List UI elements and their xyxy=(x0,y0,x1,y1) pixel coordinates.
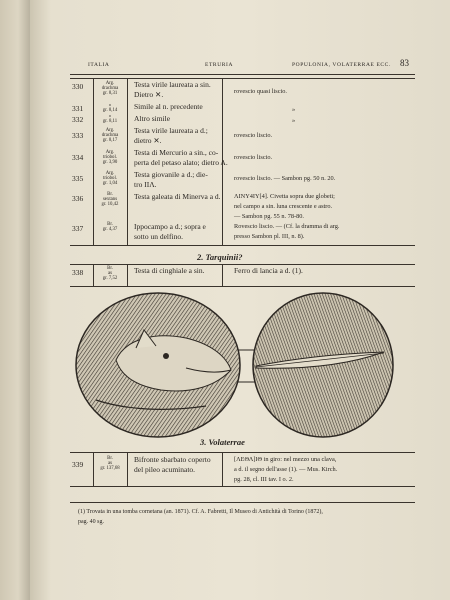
column-rule-3 xyxy=(222,264,223,286)
obverse-description: Simile al n. precedente xyxy=(134,102,203,111)
row-number: 330 xyxy=(72,82,84,91)
reverse-ditto-mark: » xyxy=(292,117,296,124)
row-number: 339 xyxy=(72,460,84,469)
table-bottom-rule xyxy=(70,245,415,246)
page-number: 83 xyxy=(400,58,409,68)
denomination: Br. as gr. 7,52 xyxy=(102,266,118,282)
table-bottom-rule xyxy=(70,486,415,487)
row-number: 331 xyxy=(72,104,84,113)
facing-page-edge xyxy=(0,0,30,600)
column-rule-2 xyxy=(127,78,128,245)
column-rule-2 xyxy=(127,264,128,286)
column-rule-3 xyxy=(222,452,223,486)
obverse-description: Testa virile laureata a sin. Dietro ✕. xyxy=(134,80,211,99)
denomination: Arg. drachma gr. 8,31 xyxy=(101,81,119,97)
row-number: 334 xyxy=(72,153,84,162)
reverse-description: Ferro di lancia a d. (1). xyxy=(234,266,303,275)
column-rule-1 xyxy=(93,452,94,486)
row-number: 332 xyxy=(72,115,84,124)
obverse-description: Testa virile laureata a d.; dietro ✕. xyxy=(134,126,208,145)
obverse-description: Testa giovanile a d.; die- tro IIΛ. xyxy=(134,170,208,189)
obverse-description: Testa di Mercurio a sin., co- perta del petaso alato; dietro A. xyxy=(134,148,228,167)
obverse-description: Testa galeata di Minerva a d. xyxy=(134,192,221,201)
reverse-description: Rovescio liscio. — (Cf. la dramma di arg. presso Sambon pl. III, n. 8). xyxy=(234,223,340,240)
column-rule-2 xyxy=(127,452,128,486)
reverse-ditto-mark: » xyxy=(292,106,296,113)
reverse-description: rovescio quasi liscio. xyxy=(234,88,287,95)
section-title-tarquinii: 2. Tarquinii? xyxy=(197,252,243,262)
row-number: 333 xyxy=(72,131,84,140)
row-number: 337 xyxy=(72,224,84,233)
denomination: Br. as gr. 137,68 xyxy=(100,456,120,472)
denomination: Br. gr. 4,37 xyxy=(102,222,118,233)
reverse-description: ΛΙΝΥ4ΙΥ[4]. Civetta sopra due globeti; nel campo a sin. luna crescente e astro. — Sambon pg. 55 n. 78-80. xyxy=(234,193,335,220)
obverse-description: Altro simile xyxy=(134,114,171,123)
denomination: Br. sextans gr. 10,42 xyxy=(101,192,119,208)
denomination: » gr. 8,11 xyxy=(102,114,118,125)
header-right: POPULONIA, VOLATERRAE ECC. xyxy=(292,62,391,68)
denomination: » gr. 8,14 xyxy=(102,103,118,114)
book-page xyxy=(30,0,450,600)
coin-reverse-spearhead xyxy=(253,293,393,437)
header-center: ETRURIA xyxy=(205,62,234,68)
reverse-description: rovescio liscio. xyxy=(234,132,273,139)
denomination: Arg. triobol. gr. 3,90 xyxy=(102,150,118,166)
table-bottom-rule xyxy=(70,286,415,287)
denomination: Arg. drachma gr. 8,17 xyxy=(101,128,119,144)
table-top-rule xyxy=(70,264,415,265)
row-number: 338 xyxy=(72,268,84,277)
column-rule-1 xyxy=(93,264,94,286)
footnote-rule xyxy=(70,502,415,503)
row-number: 336 xyxy=(72,194,84,203)
table-top-rule xyxy=(70,78,415,79)
column-rule-1 xyxy=(93,78,94,245)
section-title-volaterrae: 3. Volaterrae xyxy=(200,437,245,447)
row-number: 335 xyxy=(72,174,84,183)
footnote: (1) Trovata in una tomba cornetana (an. 1871). Cf. A. Fabretti, Il Museo di Antichità di Torino (1872), pag. 40 sg. xyxy=(78,509,323,525)
coin-illustration xyxy=(66,290,396,440)
reverse-description: [ΛΕΘΛ]ΙΘ in giro: nel mezzo una clava, a d. il segno dell'asse (1). — Mus. Kirch. pg. 28, cl. III tav. I o. 2. xyxy=(234,456,338,483)
coin-obverse-boar-head xyxy=(76,293,240,437)
obverse-description: Bifronte sbarbato coperto del pileo acuminato. xyxy=(134,455,211,474)
table-top-rule xyxy=(70,452,415,453)
header-rule xyxy=(70,74,415,75)
obverse-description: Testa di cinghiale a sin. xyxy=(134,266,205,275)
header-left: ITALIA xyxy=(88,62,110,68)
reverse-description: rovescio liscio. xyxy=(234,154,273,161)
denomination: Arg. triobol. gr. 1,04 xyxy=(102,171,118,187)
obverse-description: Ippocampo a d.; sopra e sotto un delfino. xyxy=(134,222,206,241)
reverse-description: rovescio liscio. — Sambon pg. 50 n. 20. xyxy=(234,175,336,182)
